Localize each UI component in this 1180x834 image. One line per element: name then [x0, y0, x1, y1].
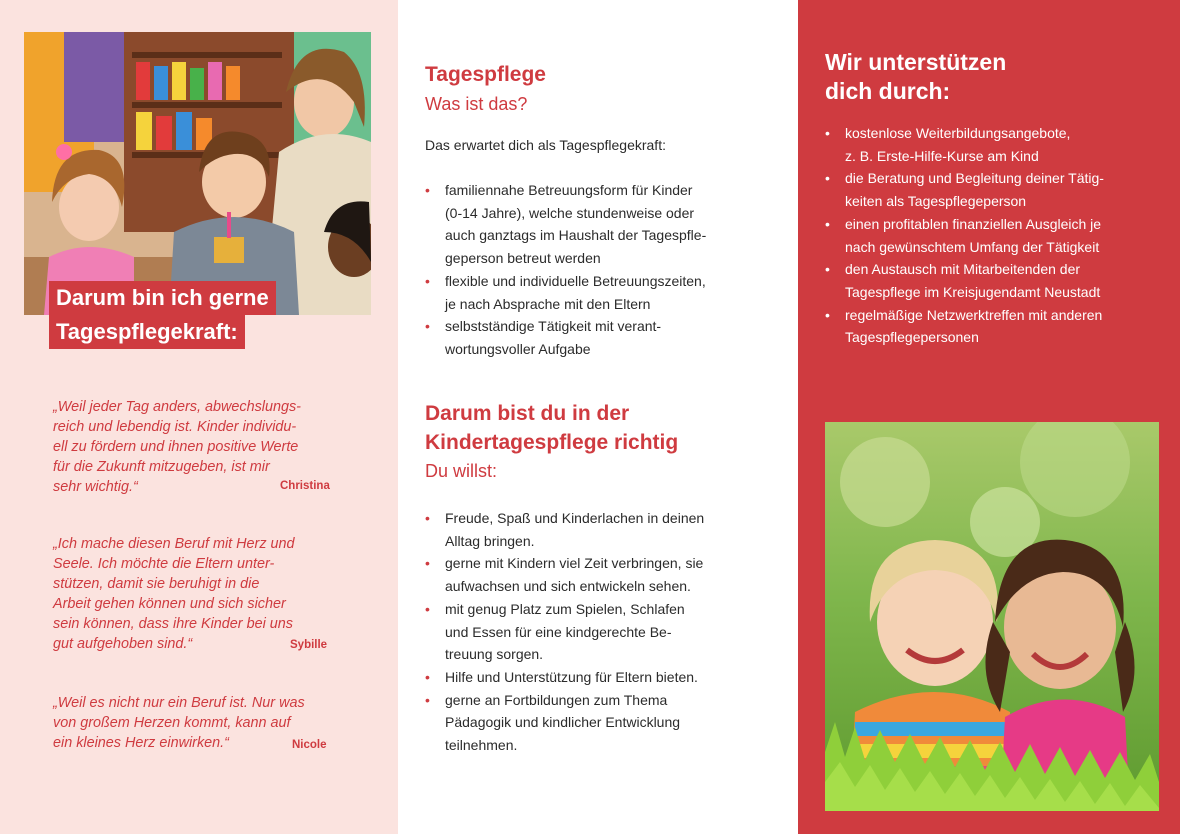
support-heading	[825, 48, 1125, 106]
quote-line: reich und lebendig ist. Kinder individu-	[53, 419, 297, 435]
support-bullets	[825, 122, 1165, 349]
quote-line: sehr wichtig.“	[53, 479, 138, 495]
list-item: • den Austausch mit Mitarbeitenden der Tagespflege im Kreisjugendamt Neustadt	[825, 258, 1165, 303]
girls-photo	[825, 422, 1159, 811]
classroom-photo	[24, 32, 371, 315]
list-item: • einen profitablen finanziellen Ausgleich je nach gewünschtem Umfang der Tätigkeit	[825, 213, 1165, 258]
quote-line: für die Zukunft mitzugeben, ist mir	[53, 459, 270, 475]
quote-line: sein können, dass ihre Kinder bei uns	[53, 616, 293, 632]
quote-line: „Weil jeder Tag anders, abwechslungs-	[53, 399, 301, 415]
quote-line: gut aufgehoben sind.“	[53, 636, 193, 652]
left-heading-line1: Darum bin ich gerne	[49, 281, 276, 315]
list-item: • flexible und individuelle Betreuungszeiten, je nach Absprache mit den Eltern	[425, 270, 765, 315]
tagespflege-bullets	[425, 179, 765, 361]
quote-line: ein kleines Herz einwirken.“	[53, 735, 229, 751]
kindertagespflege-bullets	[425, 507, 765, 757]
left-heading	[49, 281, 299, 349]
tagespflege-intro: Das erwartet dich als Tagespflegekraft:	[425, 137, 666, 153]
list-item: • familiennahe Betreuungsform für Kinder (0-14 Jahre), welche stundenweise oder auch ganztags im Haushalt der Tagespfle- geperson betreut werden	[425, 179, 765, 270]
quote-line: „Ich mache diesen Beruf mit Herz und	[53, 536, 295, 552]
quote-line: „Weil es nicht nur ein Beruf ist. Nur was	[53, 695, 305, 711]
quote-sybille	[53, 534, 338, 654]
list-item: • mit genug Platz zum Spielen, Schlafen und Essen für eine kindgerechte Be- treuung sorgen.	[425, 598, 765, 666]
kindertagespflege-subheading: Du willst:	[425, 461, 498, 481]
quote-line: ell zu fördern und ihnen positive Werte	[53, 439, 299, 455]
list-item: • die Beratung und Begleitung deiner Tätig- keiten als Tagespflegeperson	[825, 167, 1165, 212]
support-heading-line1: Wir unterstützen	[825, 49, 1007, 75]
support-heading-line2: dich durch:	[825, 78, 951, 104]
quote-line: Arbeit gehen können und sich sicher	[53, 596, 286, 612]
quote-line: Seele. Ich möchte die Eltern unter-	[53, 556, 275, 572]
tagespflege-subheading: Was ist das?	[425, 94, 528, 114]
quote-line: stützen, damit sie beruhigt in die	[53, 576, 260, 592]
tagespflege-heading: Tagespflege	[425, 63, 546, 86]
left-heading-line2: Tagespflegekraft:	[49, 315, 245, 349]
list-item: • kostenlose Weiterbildungsangebote, z. B. Erste-Hilfe-Kurse am Kind	[825, 122, 1165, 167]
list-item: • gerne an Fortbildungen zum Thema Pädagogik und kindlicher Entwicklung teilnehmen.	[425, 689, 765, 757]
kindertagespflege-heading-line1: Darum bist du in der	[425, 402, 630, 425]
list-item: • selbstständige Tätigkeit mit verant- wortungsvoller Aufgabe	[425, 315, 765, 360]
kindertagespflege-heading	[425, 399, 678, 457]
quote-line: von großem Herzen kommt, kann auf	[53, 715, 291, 731]
quote-author-sybille: Sybille	[290, 639, 328, 651]
quote-author-christina: Christina	[280, 480, 330, 492]
list-item: • regelmäßige Netzwerktreffen mit anderen Tagespflegepersonen	[825, 304, 1165, 349]
list-item: • Hilfe und Unterstützung für Eltern bieten.	[425, 666, 765, 689]
list-item: • gerne mit Kindern viel Zeit verbringen, sie aufwachsen und sich entwickeln sehen.	[425, 552, 765, 597]
quote-author-nicole: Nicole	[292, 739, 327, 751]
list-item: • Freude, Spaß und Kinderlachen in deinen Alltag bringen.	[425, 507, 765, 552]
kindertagespflege-heading-line2: Kindertagespflege richtig	[425, 431, 679, 454]
